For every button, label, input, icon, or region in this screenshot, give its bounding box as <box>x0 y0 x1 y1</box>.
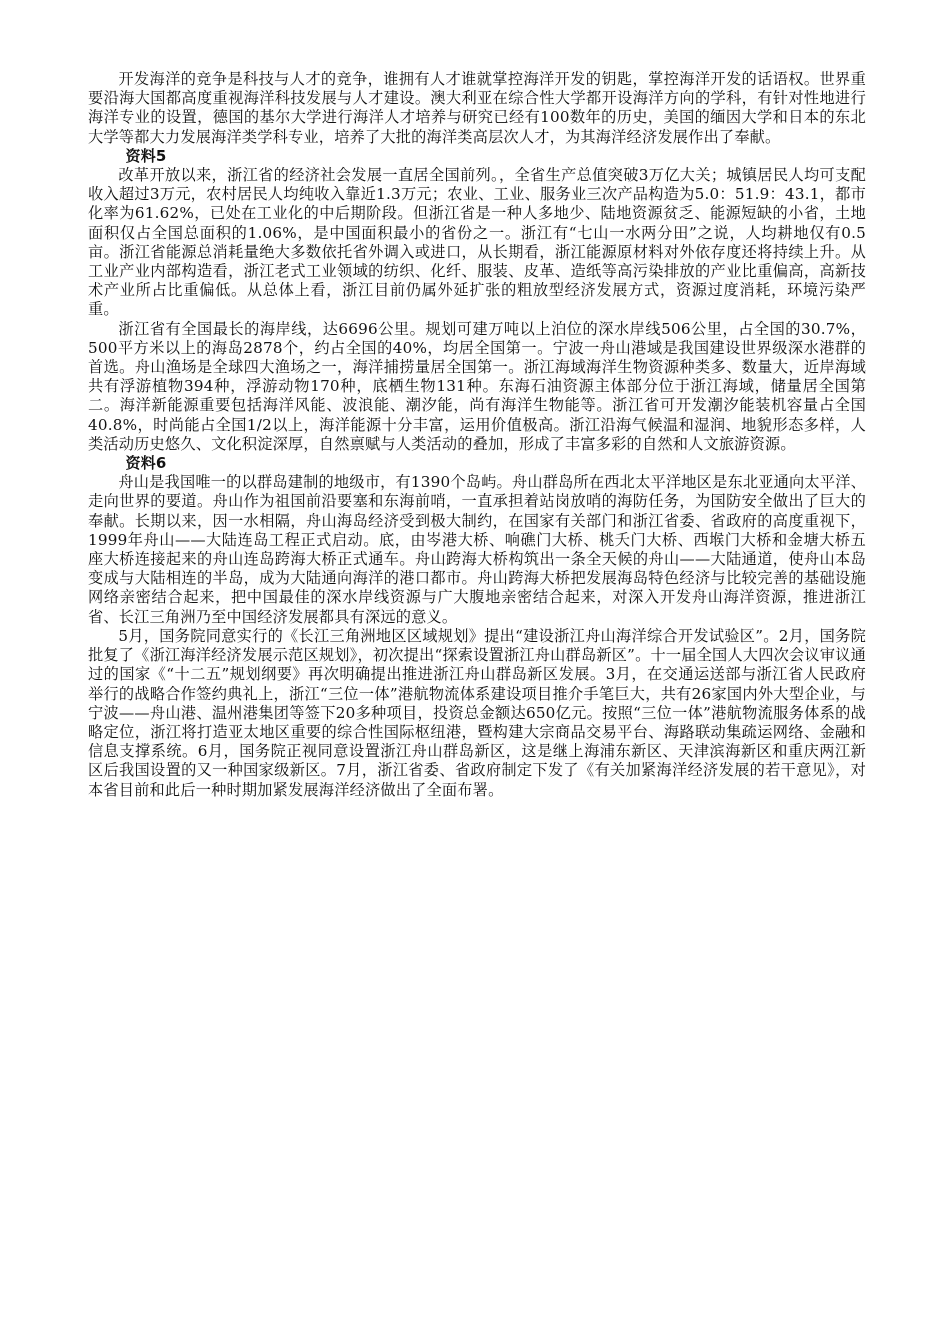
section-6-paragraph-2: 5月，国务院同意实行的《长江三角洲地区区域规划》提出“建设浙江舟山海洋综合开发试验区”。2月，国务院批复了《浙江海洋经济发展示范区规划》，初次提出“探索设置浙江舟山群岛新区”。十一届全国人大四次会议审议通过的国家《“十二五”规划纲要》再次明确提出推进浙江舟山群岛新区发展。3月，在交通运送部与浙江省人民政府举行的战略合作签约典礼上，浙江“三位一体”港航物流体系建设项目推介手笔巨大，共有26家国内外大型企业，与宁波——舟山港、温州港集团等签下20多种项目，投资总金额达650亿元。按照“三位一体”港航物流服务体系的战略定位，浙江将打造亚太地区重要的综合性国际枢纽港，暨构建大宗商品交易平台、海路联动集疏运网络、金融和信息支撑系统。6月，国务院正视同意设置浙江舟山群岛新区，这是继上海浦东新区、天津滨海新区和重庆两江新区后我国设置的又一种国家级新区。7月，浙江省委、省政府制定下发了《有关加紧海洋经济发展的若干意见》，对本省目前和此后一种时期加紧发展海洋经济做出了全面布署。 <box>88 626 866 799</box>
section-6-paragraph-1: 舟山是我国唯一的以群岛建制的地级市，有1390个岛屿。舟山群岛所在西北太平洋地区是东北亚通向太平洋、走向世界的要道。舟山作为祖国前沿要塞和东海前哨，一直承担着站岗放哨的海防任务，为国防安全做出了巨大的奉献。长期以来，因一水相隔，舟山海岛经济受到极大制约，在国家有关部门和浙江省委、省政府的高度重视下，1999年舟山——大陆连岛工程正式启动。底，由岑港大桥、响礁门大桥、桃夭门大桥、西堠门大桥和金塘大桥五座大桥连接起来的舟山连岛跨海大桥正式通车。舟山跨海大桥构筑出一条全天候的舟山——大陆通道，使舟山本岛变成与大陆相连的半岛，成为大陆通向海洋的港口都市。舟山跨海大桥把发展海岛特色经济与比较完善的基础设施网络亲密结合起来，把中国最佳的深水岸线资源与广大腹地亲密结合起来，对深入开发舟山海洋资源，推进浙江省、长江三角洲乃至中国经济发展都具有深远的意义。 <box>88 473 866 626</box>
section-5-paragraph-1: 改革开放以来，浙江省的经济社会发展一直居全国前列。，全省生产总值突破3万亿大关；城镇居民人均可支配收入超过3万元，农村居民人均纯收入靠近1.3万元；农业、工业、服务业三次产品构造为5.0：51.9：43.1，都市化率为61.62%，已处在工业化的中后期阶段。但浙江省是一种人多地少、陆地资源贫乏、能源短缺的小省，土地面积仅占全国总面积的1.06%，是中国面积最小的省份之一。浙江有“七山一水两分田”之说，人均耕地仅有0.5亩。浙江省能源总消耗量绝大多数依托省外调入或进口，从长期看，浙江能源原材料对外依存度还将持续上升。从工业产业内部构造看，浙江老式工业领域的纺织、化纤、服装、皮革、造纸等高污染排放的产业比重偏高，高新技术产业所占比重偏低。从总体上看，浙江目前仍属外延扩张的粗放型经济发展方式，资源过度消耗，环境污染严重。 <box>88 166 866 319</box>
document-page <box>88 70 866 800</box>
section-6-heading: 资料6 <box>125 454 167 473</box>
section-5-paragraph-2: 浙江省有全国最长的海岸线，达6696公里。规划可建万吨以上泊位的深水岸线506公里，占全国的30.7%，500平方米以上的海岛2878个，约占全国的40%，均居全国第一。宁波一舟山港域是我国建设世界级深水港群的首选。舟山渔场是全球四大渔场之一，海洋捕捞量居全国第一。浙江海域海洋生物资源种类多、数量大，近岸海域共有浮游植物394种，浮游动物170种，底栖生物131种。东海石油资源主体部分位于浙江海域，储量居全国第二。海洋新能源重要包括海洋风能、波浪能、潮汐能，尚有海洋生物能等。浙江省可开发潮汐能装机容量占全国40.8%，时尚能占全国1/2以上，海洋能源十分丰富，运用价值极高。浙江沿海气候温和湿润、地貌形态多样，人类活动历史悠久、文化积淀深厚，自然禀赋与人类活动的叠加，形成了丰富多彩的自然和人文旅游资源。 <box>88 319 866 453</box>
intro-paragraph: 开发海洋的竞争是科技与人才的竞争，谁拥有人才谁就掌控海洋开发的钥匙，掌控海洋开发的话语权。世界重要沿海大国都高度重视海洋科技发展与人才建设。澳大利亚在综合性大学都开设海洋方向的学科，有针对性地进行海洋专业的设置，德国的基尔大学进行海洋人才培养与研究已经有100数年的历史，美国的缅因大学和日本的东北大学等都大力发展海洋类学科专业，培养了大批的海洋类高层次人才，为其海洋经济发展作出了奉献。 <box>88 70 866 146</box>
section-5-heading: 资料5 <box>125 146 167 165</box>
